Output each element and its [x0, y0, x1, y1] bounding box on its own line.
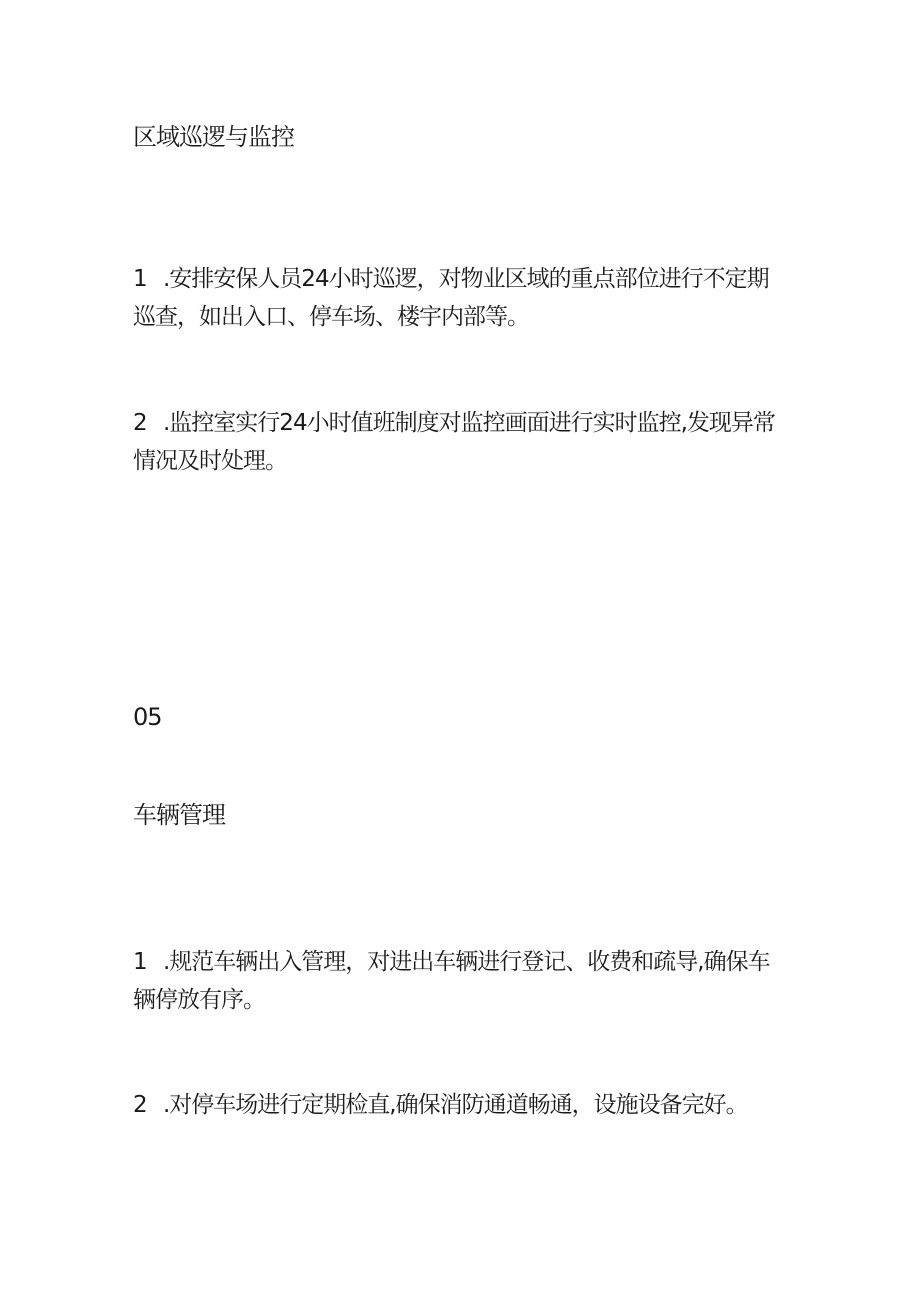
section-heading-patrol-monitoring: 区域巡逻与监控 — [133, 123, 294, 151]
item-number: 1 — [133, 949, 147, 975]
item-text: .对停车场进行定期检直,确保消防通道畅通，设施设备完好。 — [163, 1092, 748, 1118]
item-number: 2 — [133, 410, 147, 436]
section-heading-vehicle-management: 车辆管理 — [133, 801, 225, 829]
list-item — [133, 260, 778, 336]
list-item — [133, 404, 778, 480]
item-text: .监控室实行24小时值班制度对监控画面进行实时监控,发现异常情况及时处理。 — [133, 410, 775, 474]
list-item — [133, 943, 778, 1019]
list-item — [133, 1086, 778, 1124]
section-number: 05 — [133, 703, 162, 731]
item-text: .规范车辆出入管理，对进出车辆进行登记、收费和疏导,确保车辆停放有序。 — [133, 949, 770, 1013]
item-text: .安排安保人员24小时巡逻，对物业区域的重点部位进行不定期巡查，如出入口、停车场、楼宇内部等。 — [133, 266, 769, 330]
item-number: 2 — [133, 1092, 147, 1118]
item-number: 1 — [133, 266, 147, 292]
